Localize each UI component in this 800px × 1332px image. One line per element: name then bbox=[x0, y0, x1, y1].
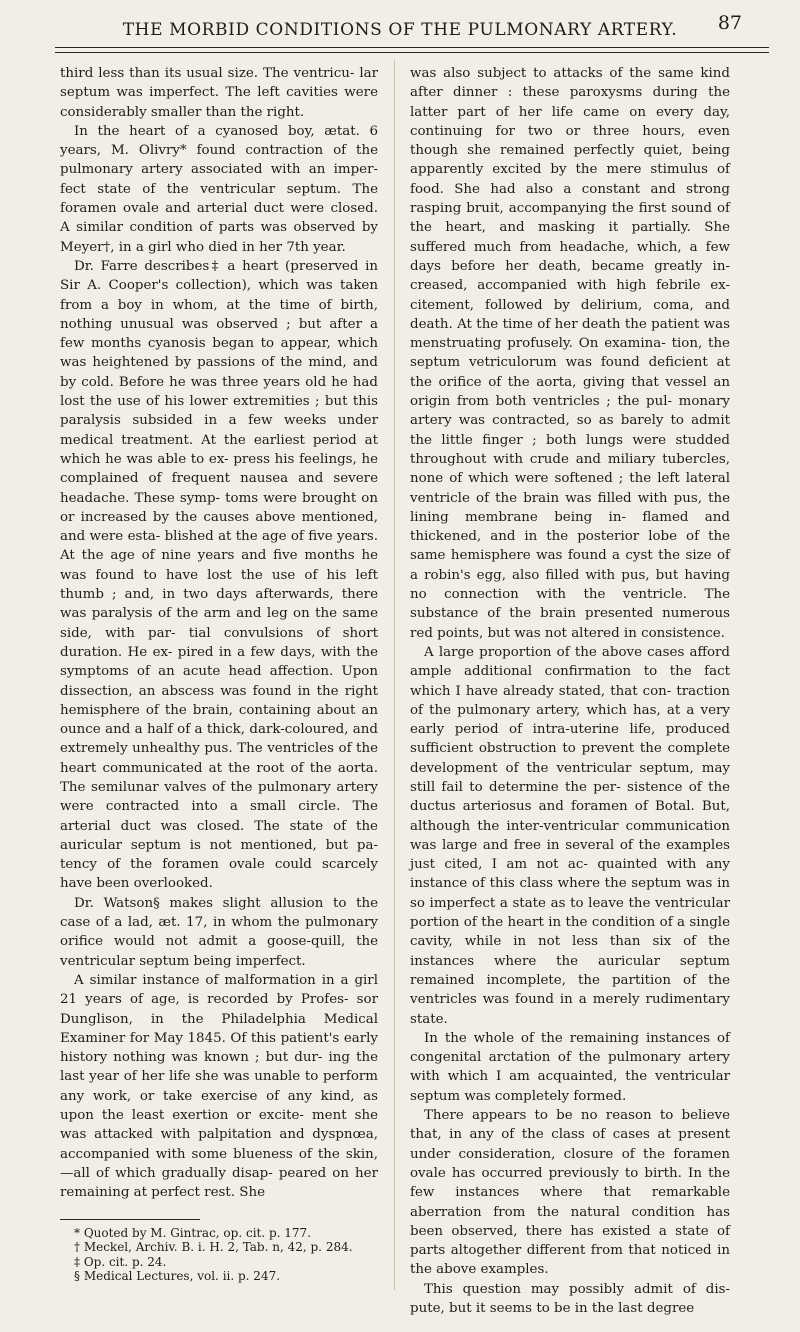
footnote: § Medical Lectures, vol. ii. p. 247. bbox=[74, 1269, 281, 1284]
paragraph: third less than its usual size. The ventricu- lar septum was imperfect. The left cavities were considerably smaller than the right. bbox=[60, 66, 378, 120]
footnote-divider bbox=[60, 1219, 200, 1220]
paragraph: was also subject to attacks of the same kind after dinner : these paroxysms during the latter part of her life came on every day, continuing for two or three hours, even though she remained perfectly quiet, being apparently excited by the mere stimulus of food. She had also a constant and strong rasping bruit, accompanying the first sound of the heart, and masking it partially. She suffered much from headache, which, a few days before her death, became greatly in- creased, accompanied with high febrile ex- citement, followed by delirium, coma, and death. At the time of her death the patient was menstruating profusely. On examina- tion, the septum vetriculorum was found deficient at the orifice of the aorta, giving that vessel an origin from both ventricles ; the pul- monary artery was contracted, so as barely to admit the little finger ; both lungs were studded throughout with crude and miliary tubercles, none of which were softened ; the left lateral ventricle of the brain was filled with pus, the lining membrane being in- flamed and thickened, and in the posterior lobe of the same hemisphere was found a cyst the size of a robin's egg, also filled with pus, but having no connection with the ventricle. The substance of the brain presented numerous red points, but was not altered in consistence. bbox=[410, 66, 730, 641]
footnote: † Meckel, Archiv. B. i. H. 2, Tab. n, 42, p. 284. bbox=[74, 1240, 353, 1255]
paragraph: There appears to be no reason to believe that, in any of the class of cases at present under consideration, closure of the foramen ovale has occurred previously to birth. In the few instances where that remarkable aberration from the natural condition has been observed, there has existed a state of parts altogether different from that noticed in the above examples. bbox=[410, 1108, 730, 1278]
left-column bbox=[60, 64, 378, 1284]
footnote: * Quoted by M. Gintrac, op. cit. p. 177. bbox=[74, 1225, 312, 1240]
running-title: THE MORBID CONDITIONS OF THE PULMONARY ARTERY. bbox=[122, 20, 678, 40]
paragraph: Dr. Farre describes‡ a heart (preserved in Sir A. Cooper's collection), which was taken from a boy in whom, at the time of birth, nothing unusual was observed ; but after a few months cyanosis began to appear, which was heightened by passions of the mind, and by cold. Before he was three years old he had lost the use of his lower extremities ; but this paralysis subsided in a few weeks under medical treatment. At the earliest period at which he was able to ex- press his feelings, he complained of frequent nausea and severe headache. These symp- toms were brought on or increased by the causes above mentioned, and were esta- blished at the age of five years. At the age of nine years and five months he was found to have lost the use of his left thumb ; and, in two days afterwards, there was paralysis of the arm and leg on the same side, with par- tial convulsions of short duration. He ex- pired in a few days, with the symptoms of an acute head affection. Upon dissection, an abscess was found in the right hemisphere of the brain, containing about an ounce and a half of a thick, dark-coloured, and extremely unhealthy pus. The ventricles of the heart communicated at the root of the aorta. The semilunar valves of the pulmonary artery were contracted into a small circle. The arterial duct was closed. The state of the auricular septum is not mentioned, but pa- tency of the foramen ovale could scarcely have been overlooked. bbox=[60, 258, 378, 892]
paragraph: In the heart of a cyanosed boy, ætat. 6 years, M. Olivry* found contraction of the pulmonary artery associated with an imper- fect state of the ventricular septum. The foramen ovale and arterial duct were closed. A similar condition of parts was observed by Meyer†, in a girl who died in her 7th year. bbox=[60, 123, 378, 255]
paragraph: A similar instance of malformation in a girl 21 years of age, is recorded by Profes- sor Dunglison, in the Philadelphia Medical Examiner for May 1845. Of this patient's early history nothing was known ; but dur- ing the last year of her life she was unable to perform any work, or take exercise of any kind, as upon the least exertion or excite- ment she was attacked with palpitation and dyspnœa, accompanied with some blueness of the skin,—all of which gradually disap- peared on her remaining at perfect rest. She bbox=[60, 972, 378, 1201]
page-number: 87 bbox=[717, 12, 742, 34]
column-rule bbox=[394, 60, 395, 1290]
paragraph: Dr. Watson§ makes slight allusion to the case of a lad, æt. 17, in whom the pulmonary orifice would not admit a goose-quill, the ventricular septum being imperfect. bbox=[60, 895, 378, 969]
header-rule-bottom bbox=[55, 52, 769, 53]
paragraph: A large proportion of the above cases afford ample additional confirmation to the fact which I have already stated, that con- traction of the pulmonary artery, which has, at a very early period of intra-uterine life, produced sufficient obstruction to prevent the complete development of the ventricular septum, may still fail to determine the per- sistence of the ductus arteriosus and foramen of Botal. But, although the inter-ventricular communication was large and free in several of the examples just cited, I am not ac- quainted with any instance of this class where the septum was in so imperfect a state as to leave the ventricular portion of the heart in the condition of a single cavity, while in not less than six of the instances where the auricular septum remained incomplete, the partition of the ventricles was found in a merely rudimentary state. bbox=[410, 644, 730, 1027]
paragraph: This question may possibly admit of dis- pute, but it seems to be in the last degree bbox=[410, 1281, 730, 1316]
footnote: ‡ Op. cit. p. 24. bbox=[74, 1254, 167, 1269]
paragraph: In the whole of the remaining instances of congenital arctation of the pulmonary artery with which I am acquainted, the ventricular septum was completely formed. bbox=[410, 1030, 730, 1104]
header-rule-top bbox=[55, 47, 769, 48]
right-column bbox=[410, 64, 730, 1318]
